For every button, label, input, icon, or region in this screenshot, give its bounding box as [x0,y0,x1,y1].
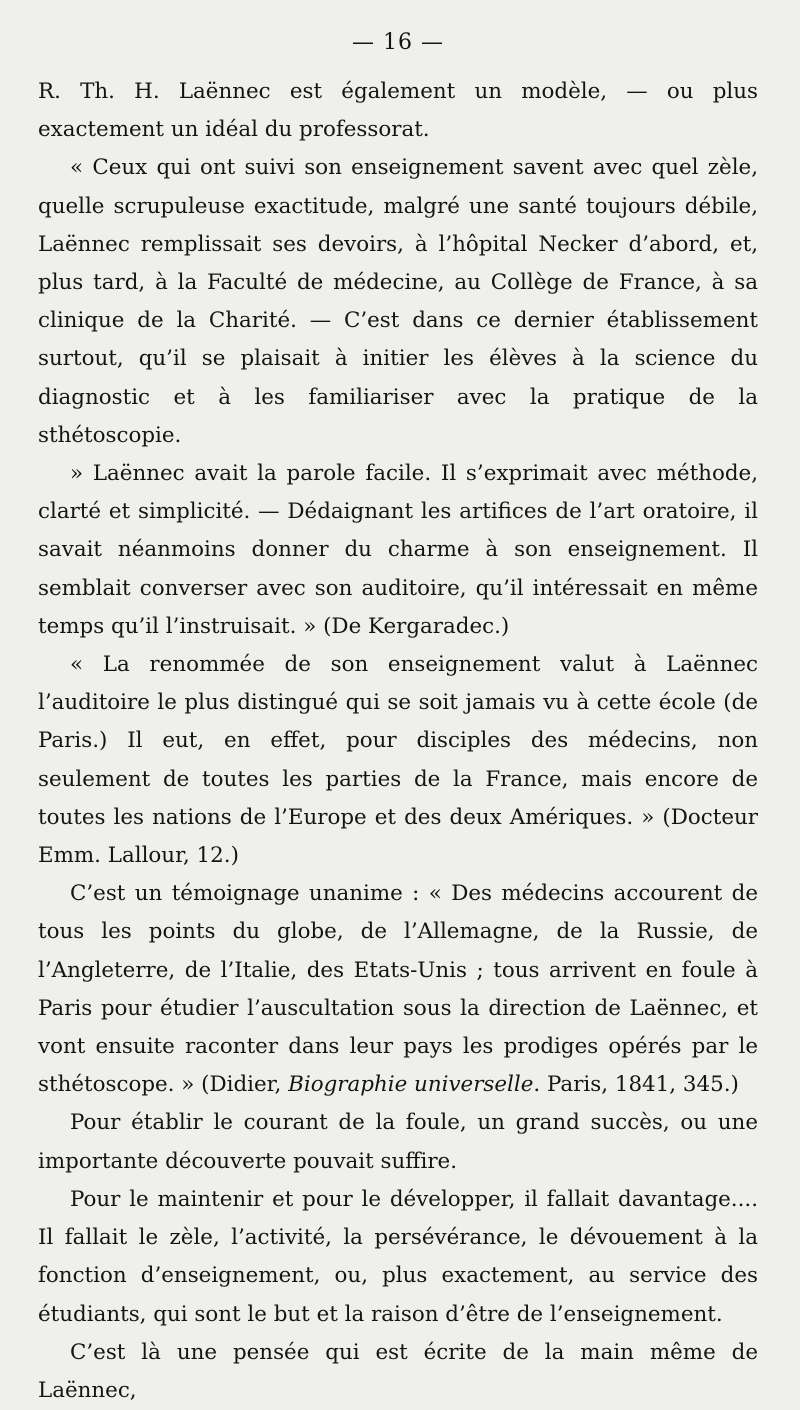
page-number: — 16 — [352,30,444,55]
paragraph-text: Pour le maintenir et pour le développer, il fallait davantage.... Il fallait le zèle, l’activité, la persévérance, le dévouement à la fonction d’enseignement, ou, plus exactement, au service des étudiants, qui sont le but et la raison d’être de l’enseignement. [38,1186,758,1327]
paragraph-5 [38,875,758,1104]
paragraph-2 [38,149,758,455]
paragraph-4 [38,646,758,875]
book-title: Biographie universelle [288,1072,534,1098]
paragraph-text: C’est un témoignage unanime : « Des médecins accourent de tous les points du globe, de l’Allemagne, de la Russie, de l’Angleterre, de l’Italie, des Etats-Unis ; tous arrivent en foule à Paris pour étudier l’auscultation sous la direction de Laënnec, et vont ensuite raconter dans leur pays les prodiges opérés par le sthétoscope. » (Didier, [38,881,758,1098]
paragraph-3 [38,455,758,646]
paragraph-text: R. Th. H. Laënnec est également un modèle, — ou plus exactement un idéal du professorat. [38,79,758,143]
paragraph-6 [38,1104,758,1180]
paragraph-text: « La renommée de son enseignement valut à Laënnec l’auditoire le plus distingué qui se soit jamais vu à cette école (de Paris.) Il eut, en effet, pour disciples des médecins, non seulement de toutes les parties de la France, mais encore de toutes les nations de l’Europe et des deux Amériques. » (Docteur Emm. Lallour, 12.) [38,652,758,869]
paragraph-8 [38,1334,758,1410]
paragraph-text: . Paris, 1841, 345.) [533,1072,739,1098]
paragraph-7 [38,1181,758,1334]
paragraph-text: » Laënnec avait la parole facile. Il s’exprimait avec méthode, clarté et simplicité. — Dédaignant les artifices de l’art oratoire, il savait néanmoins donner du charme à son enseignement. Il semblait converser avec son auditoire, qu’il intéressait en même temps qu’il l’instruisait. » (De Kergaradec.) [38,461,758,639]
paragraph-text: C’est là une pensée qui est écrite de la main même de Laënnec, [38,1339,758,1403]
paragraph-1 [38,73,758,149]
paragraph-text: Pour établir le courant de la foule, un grand succès, ou une importante découverte pouvait suffire. [38,1110,758,1174]
paragraph-text: « Ceux qui ont suivi son enseignement savent avec quel zèle, quelle scrupuleuse exactitude, malgré une santé toujours débile, Laënnec remplissait ses devoirs, à l’hôpital Necker d’abord, et, plus tard, à la Faculté de médecine, au Collège de France, à sa clinique de la Charité. — C’est dans ce dernier établissement surtout, qu’il se plaisait à initier les élèves à la science du diagnostic et à les familiariser avec la pratique de la sthétoscopie. [38,155,758,448]
